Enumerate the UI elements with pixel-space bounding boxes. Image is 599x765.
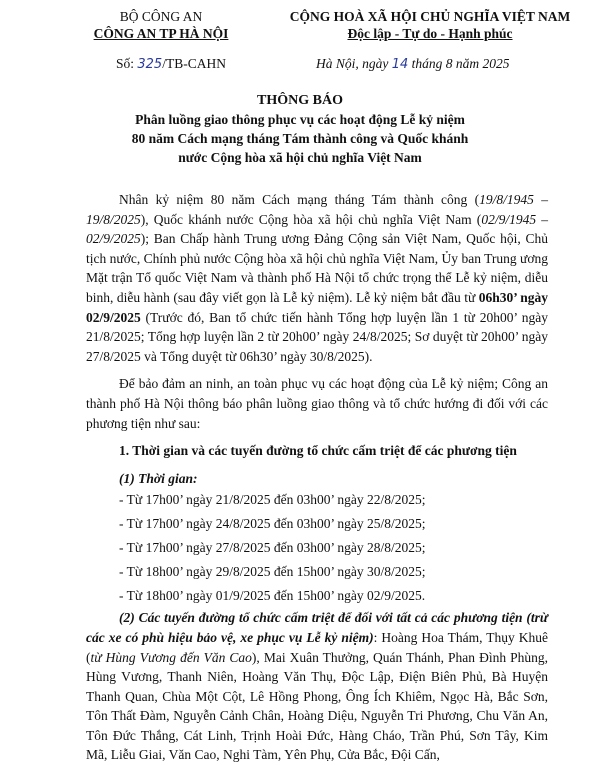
intro-text-2: ), Quốc khánh nước Cộng hòa xã hội chủ nghĩa Việt Nam ( [140,211,482,227]
ceremony-start-time: 06h30’ ngày 02/9/2025 [86,289,548,325]
country-name: CỘNG HOÀ XÃ HỘI CHỦ NGHĨA VIỆT NAM [289,9,571,24]
national-header [270,8,590,42]
intro-text-1: Nhân kỷ niệm 80 năm Cách mạng tháng Tám thành công ( [119,192,480,207]
document-date [316,56,510,72]
intro-paragraph [86,190,548,366]
ministry-name: BỘ CÔNG AN [119,9,203,24]
routes-heading: (2) Các tuyến đường tổ chức cấm triệt để đối với tất cả các phương tiện (trừ các xe có phù hiệu bảo vệ, xe phục vụ Lễ kỷ niệm) [86,610,548,645]
list-item: - Từ 18h00’ ngày 01/9/2025 đến 15h00’ ngày 02/9/2025. [119,588,426,604]
section-1-heading: 1. Thời gian và các tuyến đường tổ chức cấm triệt để các phương tiện [119,443,517,459]
ref-prefix: Số: [116,56,138,71]
title-main: THÔNG BÁO [257,93,343,108]
routes-segment-note: từ Hùng Vương đến Văn Cao [90,649,252,665]
intro-date-range-2: 02/9/1945 – 02/9/2025 [86,211,548,247]
routes-text-2: ), Mai Xuân Thưởng, Quán Thánh, Phan Đình Phùng, Hùng Vương, Thanh Niên, Hoàng Văn Thụ, Độc Lập, Điện Biên Phủ, Bà Huyện Thanh Quan, Chùa Một Cột, Lê Hồng Phong, Ông Ích Khiêm, Ngọc Hà, Bắc Sơn, Tôn Thất Đàm, Nguyễn Cảnh Chân, Hoàng Diệu, Nguyễn Tri Phương, Chu Văn An, Tôn Đức Thắng, Cát Linh, Trịnh Hoài Đức, Hàng Cháo, Trần Phú, Sơn Tây, Kim Mã, Liễu Giai, Văn Cao, Nghi Tàm, Yên Phụ, Cửa Bắc, Đội Cấn, [86,649,549,763]
agency-name: CÔNG AN TP HÀ NỘI [93,26,229,41]
intro-text-4: (Trước đó, Ban tổ chức tiến hành Tổng hợp luyện lần 1 từ 20h00’ ngày 21/8/2025; Tổng hợp luyện lần 2 từ 20h00’ ngày 24/8/2025; Sơ duyệt từ 20h00’ ngày 27/8/2025 và Tổng duyệt từ 06h30’ ngày 30/8/2025). [86,309,548,364]
date-day-handwritten: 14 [391,57,409,72]
ref-suffix: /TB-CAHN [162,56,226,71]
date-prefix: Hà Nội, ngày [316,56,392,71]
time-heading: (1) Thời gian: [119,470,198,486]
document-body [86,190,548,765]
list-item: - Từ 17h00’ ngày 24/8/2025 đến 03h00’ ngày 25/8/2025; [119,516,426,532]
purpose-paragraph: Để bảo đảm an ninh, an toàn phục vụ các hoạt động của Lễ kỷ niệm; Công an thành phố Hà Nội thông báo phân luồng giao thông và tổ chức hướng đi đối với các phương tiện như sau: [86,376,548,431]
list-item: - Từ 17h00’ ngày 21/8/2025 đến 03h00’ ngày 22/8/2025; [119,492,426,508]
title-line-3: nước Cộng hòa xã hội chủ nghĩa Việt Nam [178,150,422,165]
routes-paragraph [86,608,548,765]
national-motto: Độc lập - Tự do - Hạnh phúc [347,26,513,41]
time-list [86,488,548,608]
routes-text-1: : Hoàng Hoa Thám, Thụy Khuê ( [86,629,548,665]
document-number [116,56,226,72]
title-line-1: Phân luồng giao thông phục vụ các hoạt động Lễ kỷ niệm [135,112,465,127]
title-line-2: 80 năm Cách mạng tháng Tám thành công và Quốc khánh [131,131,469,146]
ref-number-handwritten: 325 [137,57,163,72]
list-item: - Từ 17h00’ ngày 27/8/2025 đến 03h00’ ngày 28/8/2025; [119,540,426,556]
intro-date-range-1: 19/8/1945 – 19/8/2025 [86,192,548,227]
document-title [80,92,520,167]
intro-text-3: ); Ban Chấp hành Trung ương Đảng Cộng sản Việt Nam, Quốc hội, Chủ tịch nước, Chính phủ nước Cộng hòa xã hội chủ nghĩa Việt Nam, Ủy ban Trung ương Mặt trận Tổ quốc Việt Nam và thành phố Hà Nội tổ chức trọng thể Lễ kỷ niệm, diễu binh, diễu hành (sau đây viết gọn là Lễ kỷ niệm). Lễ kỷ niệm bắt đầu từ [86,231,548,305]
list-item: - Từ 18h00’ ngày 29/8/2025 đến 15h00’ ngày 30/8/2025; [119,564,426,580]
date-suffix: tháng 8 năm 2025 [408,56,510,71]
issuer-block [86,8,236,42]
